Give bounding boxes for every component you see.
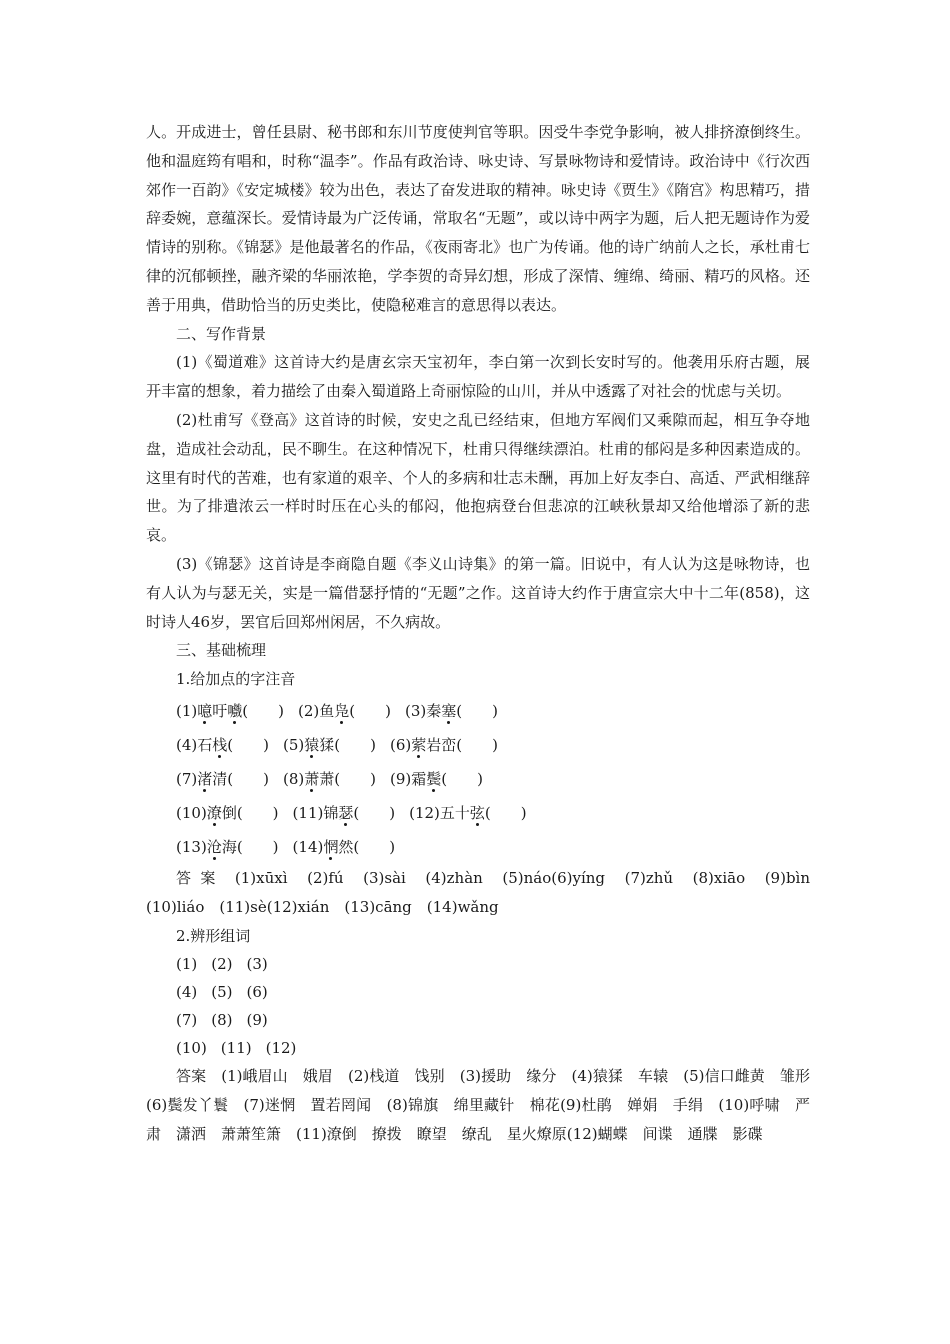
- exercise-row: [146, 978, 810, 1006]
- dotted-character: 萧: [304, 769, 320, 788]
- dotted-character: 惘: [323, 837, 339, 856]
- item-number: (1): [176, 955, 198, 974]
- item-text: (1): [176, 701, 198, 720]
- dotted-character: 栈: [212, 735, 228, 754]
- exercise-row: [146, 830, 810, 864]
- pronunciation-item: [283, 736, 376, 754]
- pronunciation-item: [176, 736, 269, 754]
- section-heading-background: 二、写作背景: [176, 324, 267, 343]
- pronunciation-item: [405, 702, 498, 720]
- pronunciation-item: [409, 804, 527, 822]
- pronunciation-item: [176, 804, 279, 822]
- item-text: (12): [409, 803, 440, 822]
- item-text: ( ): [441, 769, 483, 788]
- pronunciation-item: [176, 770, 269, 788]
- item-text: 岩峦: [426, 735, 457, 754]
- dotted-character: 渚: [197, 769, 213, 788]
- item-number: (7): [176, 1011, 198, 1030]
- pronunciation-item: [390, 736, 498, 754]
- dotted-character: 弦: [469, 803, 485, 822]
- section-heading-basics: 三、基础梳理: [176, 641, 267, 660]
- item-text: (2): [298, 701, 320, 720]
- exercise-row: [146, 728, 810, 762]
- item-text: ( ): [349, 701, 392, 720]
- exercise-row: [146, 1034, 810, 1062]
- item-text: (11): [292, 803, 324, 822]
- item-text: 五十: [439, 803, 470, 822]
- dotted-character: 噫: [197, 701, 213, 720]
- background-paragraph-2: (2)杜甫写《登高》这首诗的时候，安史之乱已经结束，但地方军阀们又乘隙而起，相互争夺地盘，造成社会动乱，民不聊生。在这种情况下，杜甫只得继续漂泊。杜甫的郁闷是多种因素造成的。这里有时代的苦难，也有家道的艰辛、个人的多病和壮志未酬，再加上好友李白、高适、严武相继辞世。为了排遣浓云一样时时压在心头的郁闷，他抱病登台但悲凉的江峡秋景却又给他增添了新的悲哀。: [146, 410, 810, 545]
- dotted-character: 嚱: [227, 701, 243, 720]
- exercise-row: [146, 1006, 810, 1034]
- dotted-character: 猿: [304, 735, 320, 754]
- item-text: 倒: [221, 803, 237, 822]
- author-bio-paragraph: 人。开成进士，曾任县尉、秘书郎和东川节度使判官等职。因受牛李党争影响，被人排挤潦倒终生。他和温庭筠有唱和，时称“温李”。作品有政治诗、咏史诗、写景咏物诗和爱情诗。政治诗中《行次西郊作一百韵》《安定城楼》较为出色，表达了奋发进取的精神。咏史诗《贾生》《隋宫》构思精巧，措辞委婉，意蕴深长。爱情诗最为广泛传诵，常取名“无题”，或以诗中两字为题，后人把无题诗作为爱情诗的别称。《锦瑟》是他最著名的作品，《夜雨寄北》也广为传诵。他的诗广纳前人之长，承杜甫七律的沉郁顿挫，融齐梁的华丽浓艳，学李贺的奇异幻想，形成了深情、缠绵、绮丽、精巧的风格。还善于用典，借助恰当的历史类比，使隐秘难言的意思得以表达。: [146, 123, 810, 314]
- item-text: 秦: [426, 701, 442, 720]
- item-text: ( ): [334, 735, 376, 754]
- item-number: (11): [220, 1039, 252, 1058]
- dotted-character: 沧: [206, 837, 222, 856]
- item-text: ( ): [236, 803, 279, 822]
- background-paragraph-1: (1)《蜀道难》这首诗大约是唐玄宗天宝初年，李白第一次到长安时写的。他袭用乐府古题，展开丰富的想象，着力描绘了由秦入蜀道路上奇丽惊险的山川，并从中透露了对社会的忧虑与关切。: [146, 353, 810, 401]
- pronunciation-item: [176, 702, 284, 720]
- item-text: (9): [390, 769, 412, 788]
- exercise-row: [146, 762, 810, 796]
- pronunciation-item: [176, 838, 279, 856]
- dotted-character: 鬓: [426, 769, 442, 788]
- pronunciation-item: [390, 770, 483, 788]
- pronunciation-item: [293, 838, 396, 856]
- question-1-title: 1.给加点的字注音: [176, 670, 296, 689]
- pronunciation-item: [293, 804, 396, 822]
- dotted-character: 萦: [411, 735, 427, 754]
- item-text: ( ): [236, 837, 279, 856]
- item-text: ( ): [334, 769, 376, 788]
- item-text: (3): [405, 701, 427, 720]
- dotted-character: 潦: [206, 803, 222, 822]
- item-text: ( ): [227, 769, 269, 788]
- pronunciation-exercise: [146, 694, 810, 864]
- item-number: (8): [211, 1011, 233, 1030]
- pronunciation-item: [298, 702, 391, 720]
- word-formation-exercise: [146, 950, 810, 1062]
- item-text: 猱: [319, 735, 335, 754]
- document-page: [146, 118, 826, 1149]
- item-text: ( ): [242, 701, 285, 720]
- item-number: (10): [176, 1039, 207, 1058]
- pronunciation-item: [283, 770, 376, 788]
- item-number: (5): [211, 983, 233, 1002]
- item-text: (10): [176, 803, 207, 822]
- item-text: 霜: [411, 769, 427, 788]
- exercise-row: [146, 950, 810, 978]
- item-text: ( ): [353, 837, 396, 856]
- item-text: ( ): [484, 803, 527, 822]
- item-text: 清: [212, 769, 228, 788]
- item-number: (12): [265, 1039, 297, 1058]
- question-1-answer: 答 案 (1)xūxì (2)fú (3)sài (4)zhàn (5)náo(6)yíng (7)zhǔ (8)xiāo (9)bìn (10)liáo (11)sè(12)xián (13)cāng (14)wǎng: [146, 868, 826, 916]
- item-number: (6): [246, 983, 268, 1002]
- item-number: (3): [246, 955, 268, 974]
- item-text: (8): [283, 769, 305, 788]
- item-text: ( ): [456, 735, 498, 754]
- item-number: (4): [176, 983, 198, 1002]
- item-text: (14): [292, 837, 324, 856]
- item-text: 萧: [319, 769, 335, 788]
- dotted-character: 凫: [334, 701, 350, 720]
- question-2-answer: 答案 (1)峨眉山 娥眉 (2)栈道 饯别 (3)援助 缘分 (4)猿猱 车辕 (5)信口雌黄 雏形 (6)鬓发丫鬟 (7)迷惘 置若罔闻 (8)锦旗 绵里藏针 棉花(9)杜鹃 婵娟 手绢 (10)呼啸 严肃 潇洒 萧萧笙箫 (11)潦倒 撩拨 瞭望 缭乱 星火燎原(12)蝴蝶 间谍 通牒 影碟: [146, 1067, 826, 1143]
- dotted-character: 瑟: [338, 803, 354, 822]
- item-text: (4): [176, 735, 198, 754]
- item-text: ( ): [227, 735, 269, 754]
- exercise-row: [146, 694, 810, 728]
- dotted-character: 塞: [441, 701, 457, 720]
- item-text: 然: [338, 837, 354, 856]
- item-text: 吁: [212, 701, 228, 720]
- item-text: (5): [283, 735, 305, 754]
- item-text: 鱼: [319, 701, 335, 720]
- item-text: ( ): [353, 803, 396, 822]
- background-paragraph-3: (3)《锦瑟》这首诗是李商隐自题《李义山诗集》的第一篇。旧说中，有人认为这是咏物诗，也有人认为与瑟无关，实是一篇借瑟抒情的“无题”之作。这首诗大约作于唐宣宗大中十二年(858)，这时诗人46岁，罢官后回郑州闲居，不久病故。: [146, 554, 810, 631]
- item-text: (13): [176, 837, 207, 856]
- item-text: 锦: [323, 803, 339, 822]
- item-text: (6): [390, 735, 412, 754]
- question-2-title: 2.辨形组词: [176, 926, 251, 945]
- item-text: 海: [221, 837, 237, 856]
- item-text: (7): [176, 769, 198, 788]
- exercise-row: [146, 796, 810, 830]
- item-text: ( ): [456, 701, 499, 720]
- item-number: (2): [211, 955, 233, 974]
- item-text: 石: [197, 735, 213, 754]
- item-number: (9): [246, 1011, 268, 1030]
